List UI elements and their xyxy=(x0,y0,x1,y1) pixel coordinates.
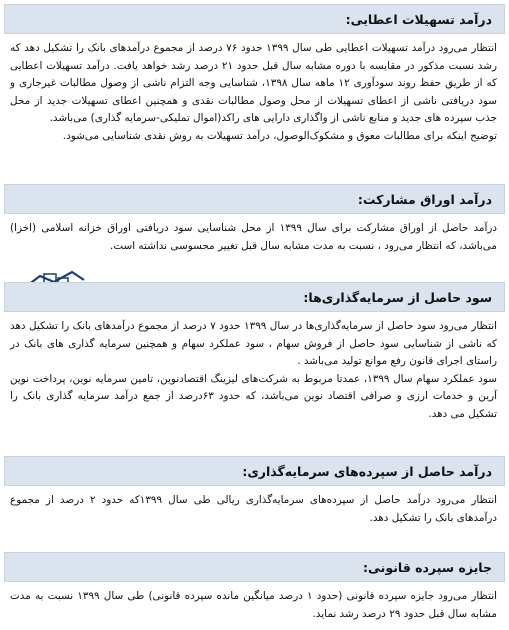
section-body xyxy=(4,486,505,527)
section-body xyxy=(4,214,505,255)
paragraph: انتظار می‌رود جایزه سپرده قانونی (حدود ۱ درصد میانگین مانده سپرده قانونی) طی سال ۱۳۹۹ نسبت به مدت مشابه سال قبل حدود ۲۹ درصد رشد نماید. xyxy=(10,590,497,620)
section-heading: جایزه سپرده قانونی: xyxy=(4,552,505,582)
paragraph: درآمد حاصل از اوراق مشارکت برای سال ۱۳۹۹ از محل شناسایی سود دریافتی اوراق خزانه اسلامی (اخزا) می‌باشد، که انتظار می‌رود ، نسبت به مدت مشابه سال قبل تغییر محسوسی نداشته است. xyxy=(10,222,497,252)
section-legal-deposit-reward xyxy=(4,552,505,623)
section-heading: درآمد حاصل از سپرده‌های سرمایه‌گذاری: xyxy=(4,456,505,486)
section-bond-income xyxy=(4,184,505,255)
paragraph: انتظار می‌رود درآمد حاصل از سپرده‌های سرمایه‌گذاری ریالی طی سال ۱۳۹۹که حدود ۲ درصد از مجموع درآمدهای بانک را تشکیل دهد. xyxy=(10,494,497,524)
section-body xyxy=(4,312,505,424)
section-facility-income xyxy=(4,4,505,146)
paragraph: توضیح اینکه برای مطالبات معوق و مشکوک‌الوصول، درآمد تسهیلات به روش نقدی شناسایی می‌شود. xyxy=(62,129,497,142)
section-heading: درآمد تسهیلات اعطایی: xyxy=(4,4,505,34)
paragraph: انتظار می‌رود سود حاصل از سرمایه‌گذاری‌ها در سال ۱۳۹۹ حدود ۷ درصد از مجموع درآمدهای بانک را تشکیل دهد که ناشی از شناسایی سود حاصل از فروش سهام ، سود عملکرد سهام و همچنین سرمایه گذاری های بانک در راستای اجرای قانون رفع موانع تولید می‌باشد . xyxy=(10,320,497,368)
section-heading: درآمد اوراق مشارکت: xyxy=(4,184,505,214)
section-investment-income xyxy=(4,282,505,424)
section-body xyxy=(4,582,505,623)
section-body xyxy=(4,34,505,146)
section-deposit-income xyxy=(4,456,505,527)
paragraph: سود عملکرد سهام سال ۱۳۹۹، عمدتا مربوط به شرکت‌های لیزینگ اقتصادنوین، تامین سرمایه نوین، پرداخت نوین آرین و خدمات ارزی و صرافی اقتصاد نوین می‌باشد، که حدود ۶۳درصد از جمع درآمد سرمایه گذاری بانک را تشکیل می دهد. xyxy=(10,372,497,420)
paragraph: انتظار می‌رود درآمد تسهیلات اعطایی طی سال ۱۳۹۹ حدود ۷۶ درصد از مجموع درآمدهای بانک را تشکیل دهد که رشد نسبت مذکور در مقایسه با دوره مشابه سال قبل حدود ۲۱ درصد رشد خواهد یافت. درآمد تسهیلات اعطایی که از طریق حفظ روند سودآوری ۱۲ ماهه سال ۱۳۹۸، شناسایی وجه التزام ناشی از وصول مطالبات غیرجاری و سود دریافتی ناشی از اعطای تسهیلات از محل وصول مطالبات نقدی و همچنین اعطای تسهیلات جدید از محل جذب سپرده های جدید و منابع ناشی از واگذاری دارایی های راکد(اموال تملیکی-سرمایه گذاری) می‌باشد. xyxy=(10,42,497,125)
section-heading: سود حاصل از سرمایه‌گذاری‌ها: xyxy=(4,282,505,312)
